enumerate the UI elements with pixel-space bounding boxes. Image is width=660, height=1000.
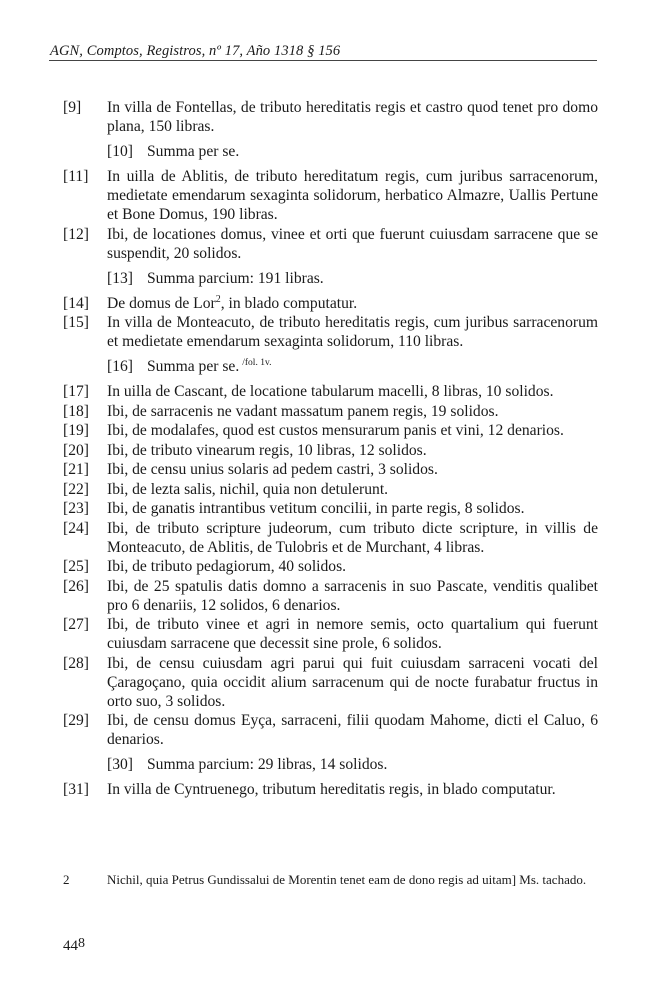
- entry-26: [63, 577, 598, 615]
- entry-9: [63, 98, 598, 136]
- entry-text: [107, 294, 598, 313]
- entry-text: Ibi, de censu cuiusdam agri parui qui fuit cuiusdam sarraceni vocati del Çaragoçano, quia occidit alium sarracenum qui de nocte furabatur fructus in orto suo, 3 solidos.: [107, 654, 598, 710]
- entry-22: [63, 480, 598, 499]
- entry-text: Summa per se.: [147, 143, 240, 160]
- entry-number: [10]: [107, 143, 133, 160]
- entry-10-summa: [107, 142, 597, 161]
- entry-text: Summa parcium: 29 libras, 14 solidos.: [147, 756, 388, 773]
- entry-number: [14]: [63, 294, 89, 312]
- entry-text: In villa de Cyntruenego, tributum hereditatis regis, in blado computatur.: [107, 781, 556, 798]
- entry-text: Ibi, de censu unius solaris ad pedem castri, 3 solidos.: [107, 461, 438, 478]
- page-number: [63, 935, 85, 955]
- entry-27: [63, 615, 598, 653]
- entry-text: Ibi, de locationes domus, vinee et orti que fuerunt cuiusdam sarracene que se suspendit, 20 solidos.: [107, 225, 598, 262]
- entry-number: [21]: [63, 461, 89, 478]
- entry-number: [23]: [63, 500, 89, 517]
- entry-24: [63, 519, 598, 557]
- entry-16-summa: [107, 357, 597, 376]
- entry-number: [11]: [63, 168, 89, 185]
- entry-number: [29]: [63, 712, 89, 729]
- entry-number: [31]: [63, 781, 89, 798]
- running-header: AGN, Comptos, Registros, nº 17, Año 1318 § 156: [50, 43, 341, 59]
- entry-text: Ibi, de lezta salis, nichil, quia non detulerunt.: [107, 480, 389, 498]
- entry-number: [17]: [63, 383, 89, 400]
- entry-text: Summa parcium: 191 libras.: [147, 269, 324, 287]
- entry-text: Ibi, de 25 spatulis datis domno a sarracenis in suo Pascate, venditis qualibet pro 6 denariis, 12 solidos, 6 denarios.: [107, 577, 598, 614]
- entry-19: [63, 421, 598, 440]
- entry-text-before: De domus de Lor: [107, 294, 216, 312]
- entry-text: Ibi, de tributo vinee et agri in nemore semis, octo quartalium qui fuerunt cuiusdam sarracene que decessit sine prole, 6 solidos.: [107, 616, 598, 652]
- entry-text: In uilla de Ablitis, de tributo hereditatum regis, cum juribus sarracenorum, medietate emendarum sexaginta solidorum, herbatico Almazre, Uallis Pertune et Bone Domus, 190 libras.: [107, 168, 598, 223]
- entry-13-summa: [107, 269, 597, 288]
- entry-number: [12]: [63, 225, 89, 243]
- page-number-lead: 44: [63, 938, 78, 954]
- entry-number: [25]: [63, 558, 89, 575]
- entry-text: In villa de Fontellas, de tributo hereditatis regis et castro quod tenet pro domo plana, 150 libras.: [107, 99, 598, 135]
- entry-number: [26]: [63, 577, 89, 595]
- footnote-number: 2: [63, 872, 70, 887]
- entry-number: [24]: [63, 519, 89, 537]
- entry-11: [63, 167, 598, 224]
- entry-number: [28]: [63, 654, 89, 672]
- entry-text-after: , in blado computatur.: [220, 294, 358, 312]
- entry-15: [63, 313, 598, 351]
- entry-text: In villa de Monteacuto, de tributo hereditatis regis, cum juribus sarracenorum et medietate emendarum sexaginta solidorum, 110 libras.: [107, 314, 598, 350]
- entry-number: [9]: [63, 99, 82, 116]
- entry-number: [15]: [63, 314, 89, 331]
- entry-21: [63, 460, 598, 479]
- entry-number: [13]: [107, 269, 133, 287]
- entry-18: [63, 402, 598, 421]
- entry-text: Ibi, de tributo vinearum regis, 10 libras, 12 solidos.: [107, 441, 427, 459]
- entry-29: [63, 711, 598, 749]
- entry-28: [63, 654, 598, 711]
- entry-12: [63, 225, 598, 263]
- entry-25: [63, 557, 598, 576]
- entry-text: Ibi, de tributo scripture judeorum, cum tributo dicte scripture, in villis de Monteacuto, de Ablitis, de Tulobris et de Murchant, 4 libras.: [107, 519, 598, 556]
- entry-number: [19]: [63, 422, 89, 439]
- entry-number: [20]: [63, 441, 89, 459]
- entry-number: [18]: [63, 402, 89, 420]
- header-rule: [49, 60, 597, 61]
- entry-number: [22]: [63, 480, 89, 498]
- entry-text: Ibi, de ganatis intrantibus vetitum concilii, in parte regis, 8 solidos.: [107, 500, 525, 517]
- entry-text: In uilla de Cascant, de locatione tabularum macelli, 8 libras, 10 solidos.: [107, 383, 554, 400]
- footnote: [63, 871, 598, 888]
- entry-31: [63, 780, 598, 799]
- entry-text: [147, 357, 597, 376]
- entry-17: [63, 382, 598, 401]
- page-number-tail: 8: [78, 936, 85, 951]
- entry-text: Ibi, de tributo pedagiorum, 40 solidos.: [107, 558, 347, 575]
- entry-number: [30]: [107, 756, 133, 773]
- footnote-reference[interactable]: 2: [215, 293, 221, 305]
- entry-text: Ibi, de modalafes, quod est custos mensurarum panis et vini, 12 denarios.: [107, 422, 564, 439]
- folio-mark: /fol. 1v.: [242, 358, 272, 368]
- entry-text-main: Summa per se.: [147, 358, 240, 375]
- document-body: [0, 98, 660, 800]
- entry-text: Ibi, de sarracenis ne vadant massatum panem regis, 19 solidos.: [107, 402, 499, 420]
- entry-20: [63, 441, 598, 460]
- entry-30-summa: [107, 755, 597, 774]
- entry-number: [16]: [107, 358, 133, 375]
- entry-23: [63, 499, 598, 518]
- entry-text: Ibi, de censu domus Eyça, sarraceni, filii quodam Mahome, dicti el Caluo, 6 denarios.: [107, 712, 598, 748]
- entry-14: [63, 294, 598, 313]
- entry-number: [27]: [63, 616, 89, 633]
- footnote-text: Nichil, quia Petrus Gundissalui de Morentin tenet eam de dono regis ad uitam] Ms. tachado.: [107, 872, 587, 887]
